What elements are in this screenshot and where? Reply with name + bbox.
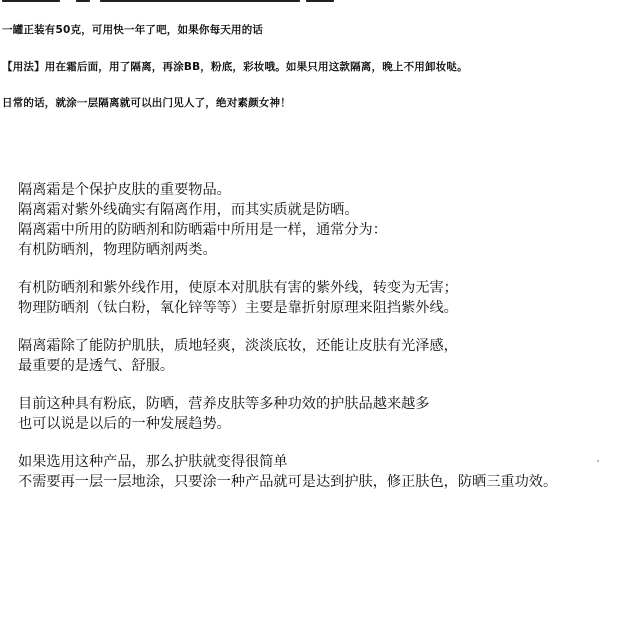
note-daily: 日常的话，就涂一层隔离就可以出门见人了，绝对素颜女神！ — [2, 97, 291, 109]
text-line: 有机防晒剂和紫外线作用，使原本对肌肤有害的紫外线，转变为无害； — [18, 280, 458, 296]
paragraph-trend — [18, 394, 618, 434]
paragraph-sunscreen-types — [18, 278, 618, 318]
text-line: 如果选用这种产品，那么护肤就变得很简单 — [18, 454, 288, 470]
article-body — [18, 180, 618, 510]
paragraph-conclusion — [18, 452, 618, 492]
cropped-top-text — [0, 0, 620, 6]
text-line: 隔离霜是个保护皮肤的重要物品。 — [18, 182, 231, 198]
text-line: 隔离霜除了能防护肌肤，质地轻爽，淡淡底妆，还能让皮肤有光泽感， — [18, 338, 458, 354]
text-line: 隔离霜中所用的防晒剂和防晒霜中所用是一样，通常分为： — [18, 222, 387, 238]
text-line: 也可以说是以后的一种发展趋势。 — [18, 416, 231, 432]
note-usage: 【用法】用在霜后面，用了隔离，再涂BB，粉底，彩妆哦。如果只用这款隔离，晚上不用卸妆哒。 — [2, 61, 468, 73]
paragraph-benefits — [18, 336, 618, 376]
text-line: 物理防晒剂（钛白粉，氧化锌等等）主要是靠折射原理来阻挡紫外线。 — [18, 300, 458, 316]
text-line: 目前这种具有粉底，防晒，营养皮肤等多种功效的护肤品越来越多 — [18, 396, 430, 412]
text-line: 不需要再一层一层地涂，只要涂一种产品就可是达到护肤，修正肤色，防晒三重功效。 — [18, 474, 558, 490]
text-line: 隔离霜对紫外线确实有隔离作用，而其实质就是防晒。 — [18, 202, 359, 218]
note-quantity: 一罐正装有50克，可用快一年了吧，如果你每天用的话 — [2, 24, 264, 36]
paragraph-intro — [18, 180, 618, 260]
scan-speck — [597, 460, 599, 462]
text-line: 有机防晒剂，物理防晒剂两类。 — [18, 242, 217, 258]
text-line: 最重要的是透气、舒服。 — [18, 358, 175, 374]
